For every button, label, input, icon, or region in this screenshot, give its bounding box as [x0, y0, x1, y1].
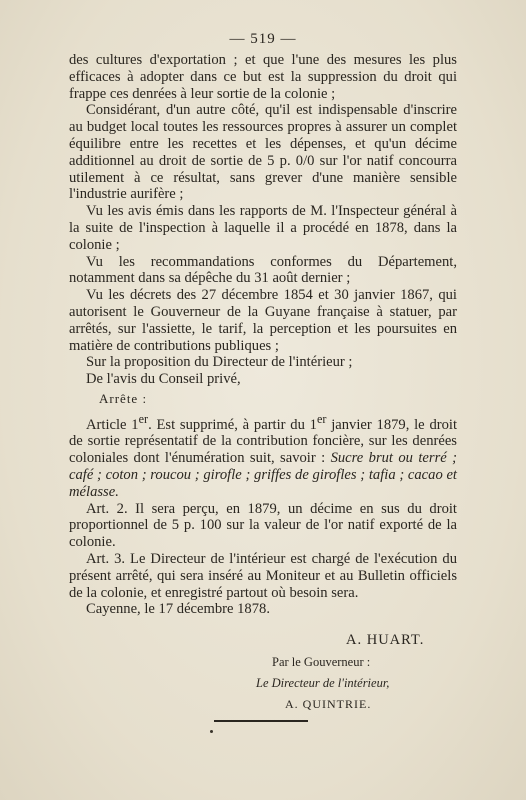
paragraph-vu-recommandations: Vu les recommandations conformes du Département, notamment dans sa dépêche du 31 août dernier ;	[69, 253, 457, 287]
article-3: Art. 3. Le Directeur de l'intérieur est chargé de l'exécution du présent arrêté, qui sera inséré au Moniteur et au Bulletin officiels de la colonie, et enregistré partout où besoin sera.	[69, 550, 457, 601]
article-1-list: Sucre brut ou terré ; café ; coton ; roucou ; girofle ; griffes de girofles ; tafia ; cacao et mélasse.	[69, 450, 457, 500]
decree-body	[69, 52, 457, 618]
paragraph-considerant: Considérant, d'un autre côté, qu'il est indispensable d'inscrire au budget local toutes les ressources propres à assurer un complet équilibre entre les recettes et les dépenses, et qu'un décime additionnel au droit de sortie de 5 p. 0/0 sur l'or natif concourra utilement à ce résultat, sans grever d'une manière sensible l'industrie aurifère ;	[69, 102, 457, 203]
article-1-end: janvier 1879, le droit de sortie représentatif de la contribution foncière, sur les denrées coloniales dont l'énumération suit, savoir :	[69, 416, 458, 467]
signer-name: A. HUART.	[346, 632, 425, 648]
article-1-sup: er	[138, 411, 149, 426]
ink-dot	[210, 730, 213, 733]
article-1-sup2: er	[316, 411, 327, 426]
par-le-gouverneur: Par le Gouverneur :	[272, 655, 371, 669]
paragraph-continuation: des cultures d'exportation ; et que l'une des mesures les plus efficaces à adopter dans ce but est la suppression du droit qui frappe ces denrées à leur sortie de la colonie ;	[69, 52, 457, 102]
directeur-title: Le Directeur de l'intérieur,	[256, 676, 390, 690]
paragraph-vu-decrets: Vu les décrets des 27 décembre 1854 et 30 janvier 1867, qui autorisent le Gouverneur de la Guyane française à statuer, par arrêtés, sur l'assiette, le tarif, la perception et les poursuites en matière de contributions publiques ;	[69, 287, 457, 354]
closing-rule	[214, 720, 308, 722]
countersigner-name: A. QUINTRIE.	[285, 697, 372, 711]
article-1-mid: . Est supprimé, à partir du 1	[148, 416, 317, 433]
paragraph-avis-conseil: De l'avis du Conseil privé,	[86, 371, 241, 388]
date-line: Cayenne, le 17 décembre 1878.	[86, 601, 270, 618]
page-number: — 519 —	[229, 31, 297, 47]
article-1	[69, 411, 457, 501]
paragraph-vu-avis: Vu les avis émis dans les rapports de M. l'Inspecteur général à la suite de l'inspection à laquelle il a procédé en 1878, dans la colonie ;	[69, 203, 457, 253]
paragraph-proposition: Sur la proposition du Directeur de l'intérieur ;	[86, 354, 353, 371]
article-1-start: Article 1	[86, 416, 139, 433]
article-2: Art. 2. Il sera perçu, en 1879, un décime en sus du droit proportionnel de 5 p. 100 sur la valeur de l'or natif exporté de la colonie.	[69, 500, 457, 551]
arrete-heading: Arrête :	[99, 390, 148, 406]
